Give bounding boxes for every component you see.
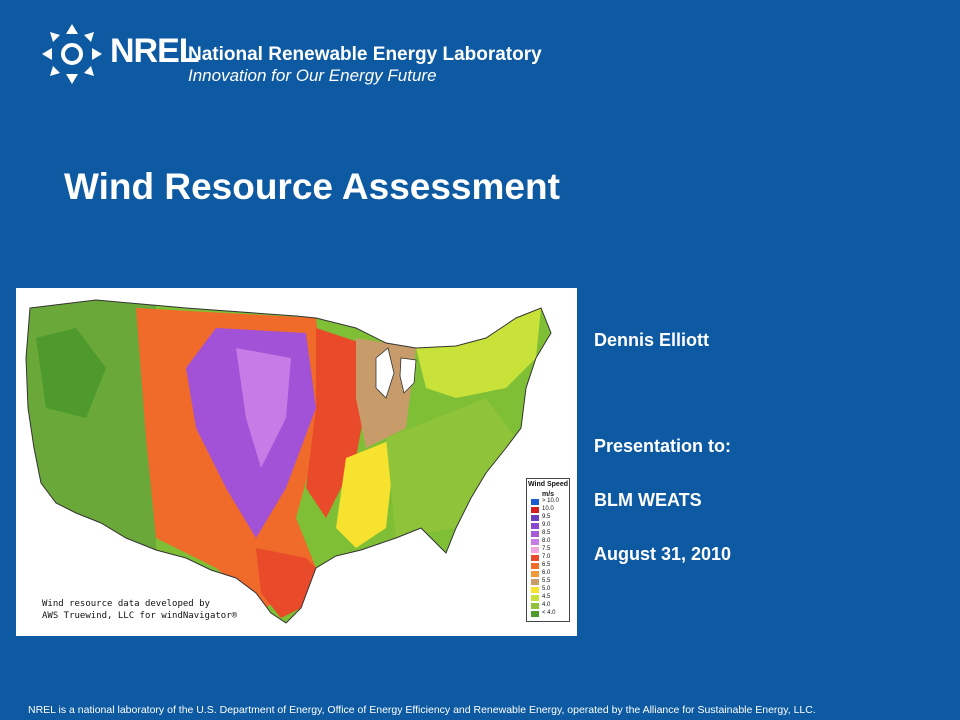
presenter-name: Dennis Elliott bbox=[594, 330, 710, 350]
legend-item bbox=[531, 555, 571, 561]
legend-title: Wind Speed bbox=[528, 481, 568, 488]
audience-name: BLM WEATS bbox=[594, 490, 702, 510]
map-credit-line-1: Wind resource data developed by bbox=[42, 599, 210, 609]
legend-units: m/s bbox=[541, 491, 555, 498]
legend-swatch bbox=[531, 523, 539, 529]
legend-swatch bbox=[531, 547, 539, 553]
legend-item bbox=[531, 539, 571, 545]
legend-swatch bbox=[531, 611, 539, 617]
organization-name: National Renewable Energy Laboratory bbox=[188, 44, 542, 65]
slide-title: Wind Resource Assessment bbox=[64, 166, 560, 207]
map-credit-line-2: AWS Truewind, LLC for windNavigator® bbox=[42, 611, 238, 621]
legend-swatch bbox=[531, 603, 539, 609]
legend-value: 9.0 bbox=[542, 522, 551, 528]
legend-swatch bbox=[531, 579, 539, 585]
legend-item bbox=[531, 563, 571, 569]
legend-item bbox=[531, 531, 571, 537]
legend-item bbox=[531, 603, 571, 609]
footer-disclaimer: NREL is a national laboratory of the U.S. Department of Energy, Office of Energy Efficiency and Renewable Energy, operated by the Alliance for Sustainable Energy, LLC. bbox=[28, 704, 816, 716]
legend-swatch bbox=[531, 555, 539, 561]
logo-abbreviation: NREL bbox=[110, 32, 199, 70]
legend-value: 4.0 bbox=[542, 602, 551, 608]
legend-item bbox=[531, 611, 571, 617]
legend-item bbox=[531, 587, 571, 593]
legend-item bbox=[531, 523, 571, 529]
organization-tagline: Innovation for Our Energy Future bbox=[188, 66, 437, 85]
legend-value: 7.5 bbox=[542, 546, 551, 552]
legend-value: 10.0 bbox=[542, 506, 554, 512]
legend-value: 7.0 bbox=[542, 554, 551, 560]
wind-speed-legend bbox=[526, 478, 570, 622]
legend-value: 5.5 bbox=[542, 578, 551, 584]
legend-item bbox=[531, 547, 571, 553]
legend-value: 8.5 bbox=[542, 530, 551, 536]
legend-swatch bbox=[531, 515, 539, 521]
legend-value: < 4.0 bbox=[542, 610, 556, 616]
legend-value: 5.0 bbox=[542, 586, 551, 592]
legend-swatch bbox=[531, 531, 539, 537]
legend-value: 6.0 bbox=[542, 570, 551, 576]
legend-swatch bbox=[531, 499, 539, 505]
nrel-sunburst-icon bbox=[40, 22, 104, 86]
legend-value: 8.0 bbox=[542, 538, 551, 544]
legend-swatch bbox=[531, 595, 539, 601]
legend-value: 9.5 bbox=[542, 514, 551, 520]
presentation-to-label: Presentation to: bbox=[594, 436, 732, 456]
wind-resource-map bbox=[16, 288, 577, 636]
presentation-date: August 31, 2010 bbox=[594, 544, 732, 564]
legend-item bbox=[531, 499, 571, 505]
legend-item bbox=[531, 595, 571, 601]
legend-item bbox=[531, 515, 571, 521]
legend-swatch bbox=[531, 539, 539, 545]
us-wind-map-image bbox=[16, 288, 577, 636]
map-credit bbox=[42, 598, 237, 622]
legend-swatch bbox=[531, 563, 539, 569]
legend-value: 6.5 bbox=[542, 562, 551, 568]
legend-item bbox=[531, 507, 571, 513]
legend-item bbox=[531, 579, 571, 585]
nrel-logo bbox=[40, 22, 542, 88]
legend-item bbox=[531, 571, 571, 577]
legend-swatch bbox=[531, 571, 539, 577]
legend-swatch bbox=[531, 587, 539, 593]
legend-swatch bbox=[531, 507, 539, 513]
legend-value: 4.5 bbox=[542, 594, 551, 600]
legend-value: > 10.0 bbox=[542, 498, 559, 504]
